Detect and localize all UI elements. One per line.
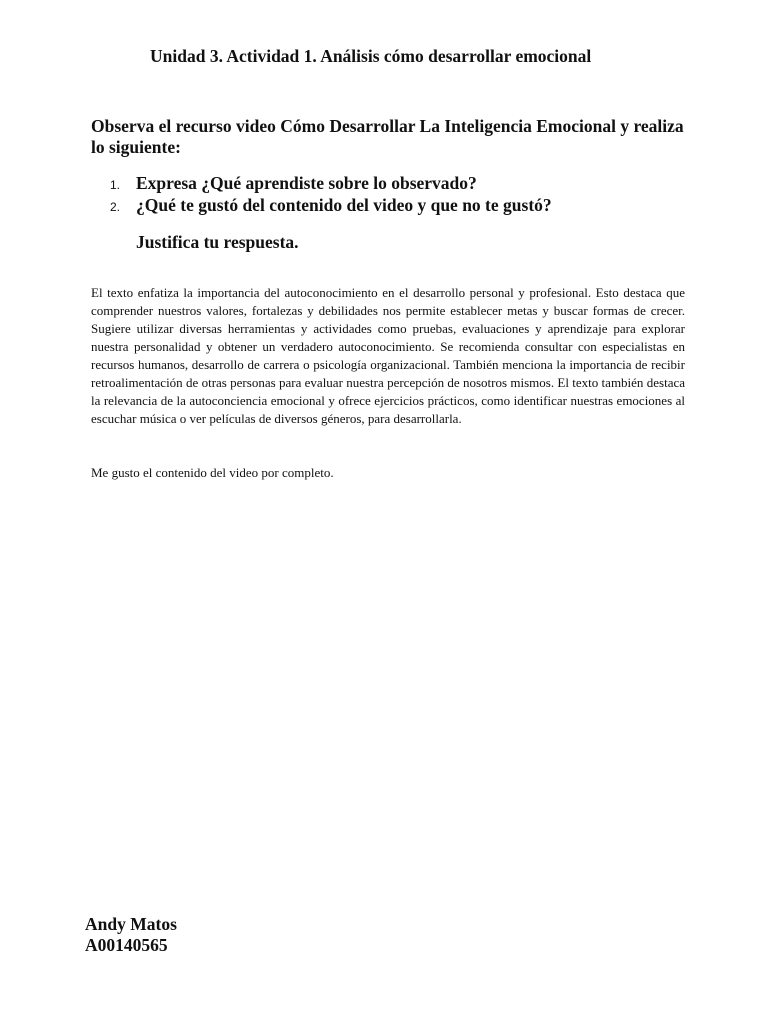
task-list	[110, 173, 552, 217]
task-text: Expresa ¿Qué aprendiste sobre lo observado?	[136, 173, 477, 193]
instructions-prefix: Observa el recurso video	[91, 116, 281, 136]
answer-paragraph: El texto enfatiza la importancia del autoconocimiento en el desarrollo personal y profesional. Esto destaca que comprender nuestros valores, fortalezas y debilidades nos permite establecer metas y buscar formas de crecer. Sugiere utilizar diversas herramientas y actividades como pruebas, evaluaciones y aprendizaje para explorar nuestra personalidad y obtener un verdadero autoconocimiento. Se recomienda consultar con especialistas en recursos humanos, desarrollo de carrera o psicología organizacional. También menciona la importancia de recibir retroalimentación de otras personas para evaluar nuestra percepción de nosotros mismos. El texto también destaca la relevancia de la autoconciencia emocional y ofrece ejercicios prácticos, como identificar nuestras emociones al escuchar música o ver películas de diversos géneros, para desarrollarla.	[91, 285, 685, 426]
task-number: 1.	[110, 178, 121, 192]
resource-title: Cómo Desarrollar La Inteligencia Emocional	[280, 116, 616, 136]
task-text: ¿Qué te gustó del contenido del video y que no te gustó?	[136, 195, 552, 215]
document-title: Unidad 3. Actividad 1. Análisis cómo desarrollar emocional	[150, 46, 592, 66]
task-item	[110, 195, 552, 217]
instructions	[91, 116, 701, 158]
justify-note: Justifica tu respuesta.	[136, 232, 299, 252]
task-number: 2.	[110, 200, 121, 214]
author-block	[85, 914, 177, 956]
instructions-suffix: y realiza lo siguiente:	[91, 116, 684, 157]
author-id: A00140565	[85, 935, 168, 955]
opinion-paragraph: Me gusto el contenido del video por completo.	[91, 465, 334, 480]
author-name: Andy Matos	[85, 914, 177, 934]
task-item	[110, 173, 552, 195]
